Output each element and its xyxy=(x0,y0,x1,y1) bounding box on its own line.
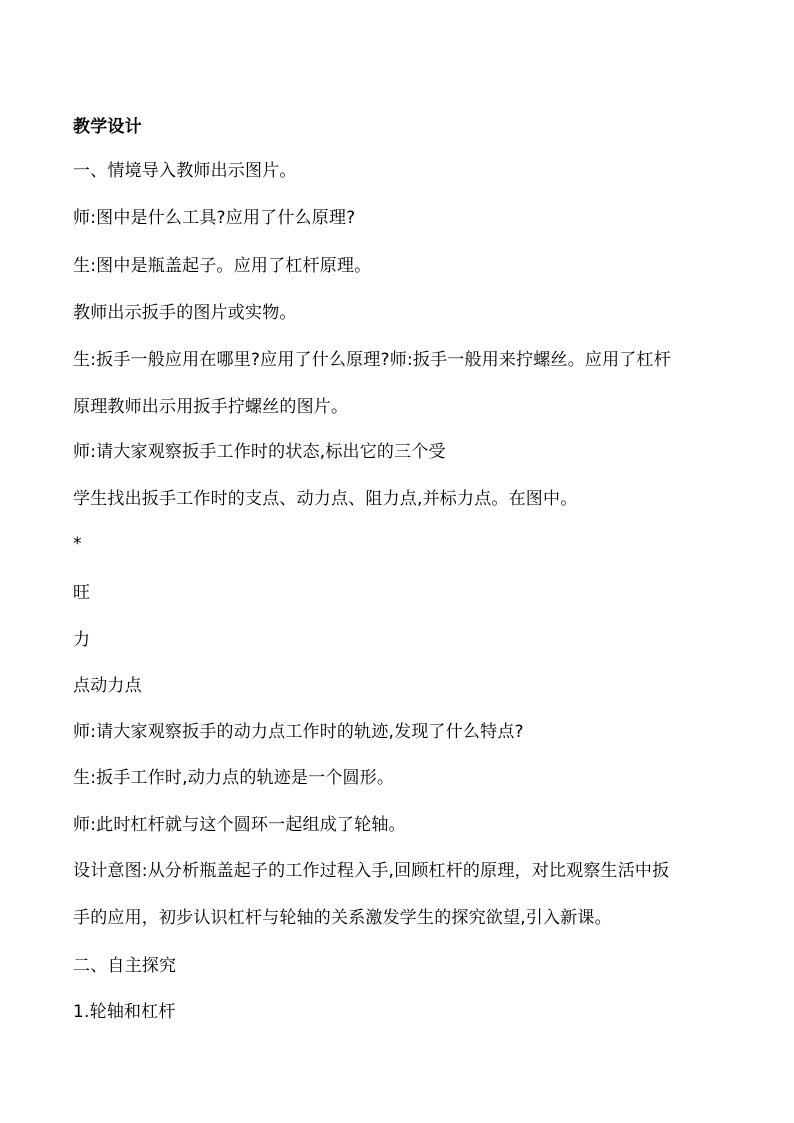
paragraph-line: 原理教师出示用扳手拧螺丝的图片。 xyxy=(73,397,349,417)
paragraph-line: 生:扳手一般应用在哪里?应用了什么原理?师:扳手一般用来拧螺丝。应用了杠杆 xyxy=(73,350,671,370)
paragraph-line: 手的应用，初步认识杠杆与轮轴的关系激发学生的探究欲望,引入新课。 xyxy=(73,908,612,928)
figure-label: 点动力点 xyxy=(73,676,142,696)
paragraph-line: 师:请大家观察扳手的动力点工作时的轨迹,发现了什么特点? xyxy=(73,722,524,742)
paragraph-line: 设计意图:从分析瓶盖起子的工作过程入手,回顾杠杆的原理，对比观察生活中扳 xyxy=(73,861,670,881)
paragraph-line: 生:扳手工作时,动力点的轨迹是一个圆形。 xyxy=(73,768,395,788)
section-heading-explore: 二、自主探究 xyxy=(73,956,177,976)
paragraph-line: 师:请大家观察扳手工作时的状态,标出它的三个受 xyxy=(73,442,446,462)
paragraph-line: 师:图中是什么工具?应用了什么原理? xyxy=(73,208,356,228)
document-title: 教学设计 xyxy=(73,117,142,137)
figure-label: * xyxy=(73,534,82,554)
section-heading-intro: 一、情境导入教师出示图片。 xyxy=(73,161,297,181)
paragraph-line: 师:此时杠杆就与这个圆环一起组成了轮轴。 xyxy=(73,815,406,835)
paragraph-line: 生:图中是瓶盖起子。应用了杠杆原理。 xyxy=(73,256,372,276)
figure-label: 力 xyxy=(73,630,91,650)
paragraph-line: 教师出示扳手的图片或实物。 xyxy=(73,303,297,323)
figure-label: 旺 xyxy=(73,583,91,603)
subsection-heading: 1.轮轴和杠杆 xyxy=(73,1002,176,1022)
paragraph-line: 学生找出扳手工作时的支点、动力点、阻力点,并标力点。在图中。 xyxy=(73,489,578,509)
